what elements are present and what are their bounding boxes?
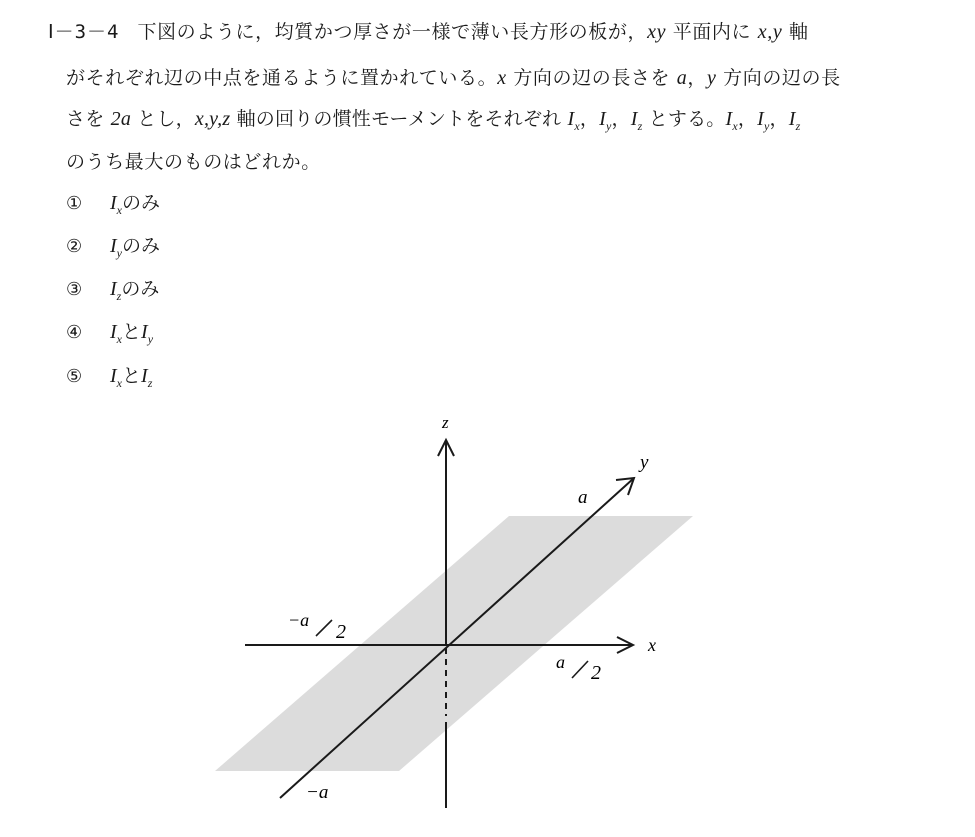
option-mark: ④ (66, 322, 83, 343)
label-neg-a-half-den: 2 (336, 621, 346, 643)
question-line-4: のうち最大のものはどれか。 (66, 151, 321, 173)
y-axis (280, 478, 634, 798)
question-line-2: がそれぞれ辺の中点を通るように置かれている。x 方向の辺の長さを a，y 方向の辺の長 (66, 67, 841, 89)
y-axis-label: y (640, 452, 649, 473)
x-axis-label: x (648, 635, 656, 655)
label-neg-a: −a (306, 782, 329, 803)
label-neg-a-half-num: −a (288, 610, 310, 630)
label-neg-a-half-slash (316, 620, 332, 636)
label-a-half-num: a (556, 652, 565, 672)
option-mark: ⑤ (66, 366, 83, 387)
z-axis-label: z (442, 413, 449, 432)
option-mark: ③ (66, 279, 83, 300)
option-2[interactable]: ② $I_y$のみ (66, 235, 161, 260)
option-5[interactable]: ⑤ $I_x$と$I_z$ (66, 365, 153, 390)
question-line-3: さを 2a とし，x,y,z 軸の回りの慣性モーメントをそれぞれ $I_x$，$I_y$，$I_z$ とする。$I_x$，$I_y$，$I_z$ (66, 108, 801, 133)
option-mark: ② (66, 236, 83, 257)
option-1[interactable]: ① $I_x$のみ (66, 192, 161, 217)
problem-number: Ⅰ－3－4 (48, 21, 120, 43)
option-mark: ① (66, 193, 83, 214)
label-a-half-slash (572, 661, 588, 678)
option-4[interactable]: ④ $I_x$と$I_y$ (66, 321, 154, 346)
plate (215, 516, 693, 771)
option-3[interactable]: ③ $I_z$のみ (66, 278, 160, 303)
label-a: a (578, 487, 588, 508)
question-line-1: Ⅰ－3－4 下図のように，均質かつ厚さが一様で薄い長方形の板が，xy 平面内に x,y 軸 (48, 21, 809, 43)
label-a-half-den: 2 (591, 662, 601, 684)
